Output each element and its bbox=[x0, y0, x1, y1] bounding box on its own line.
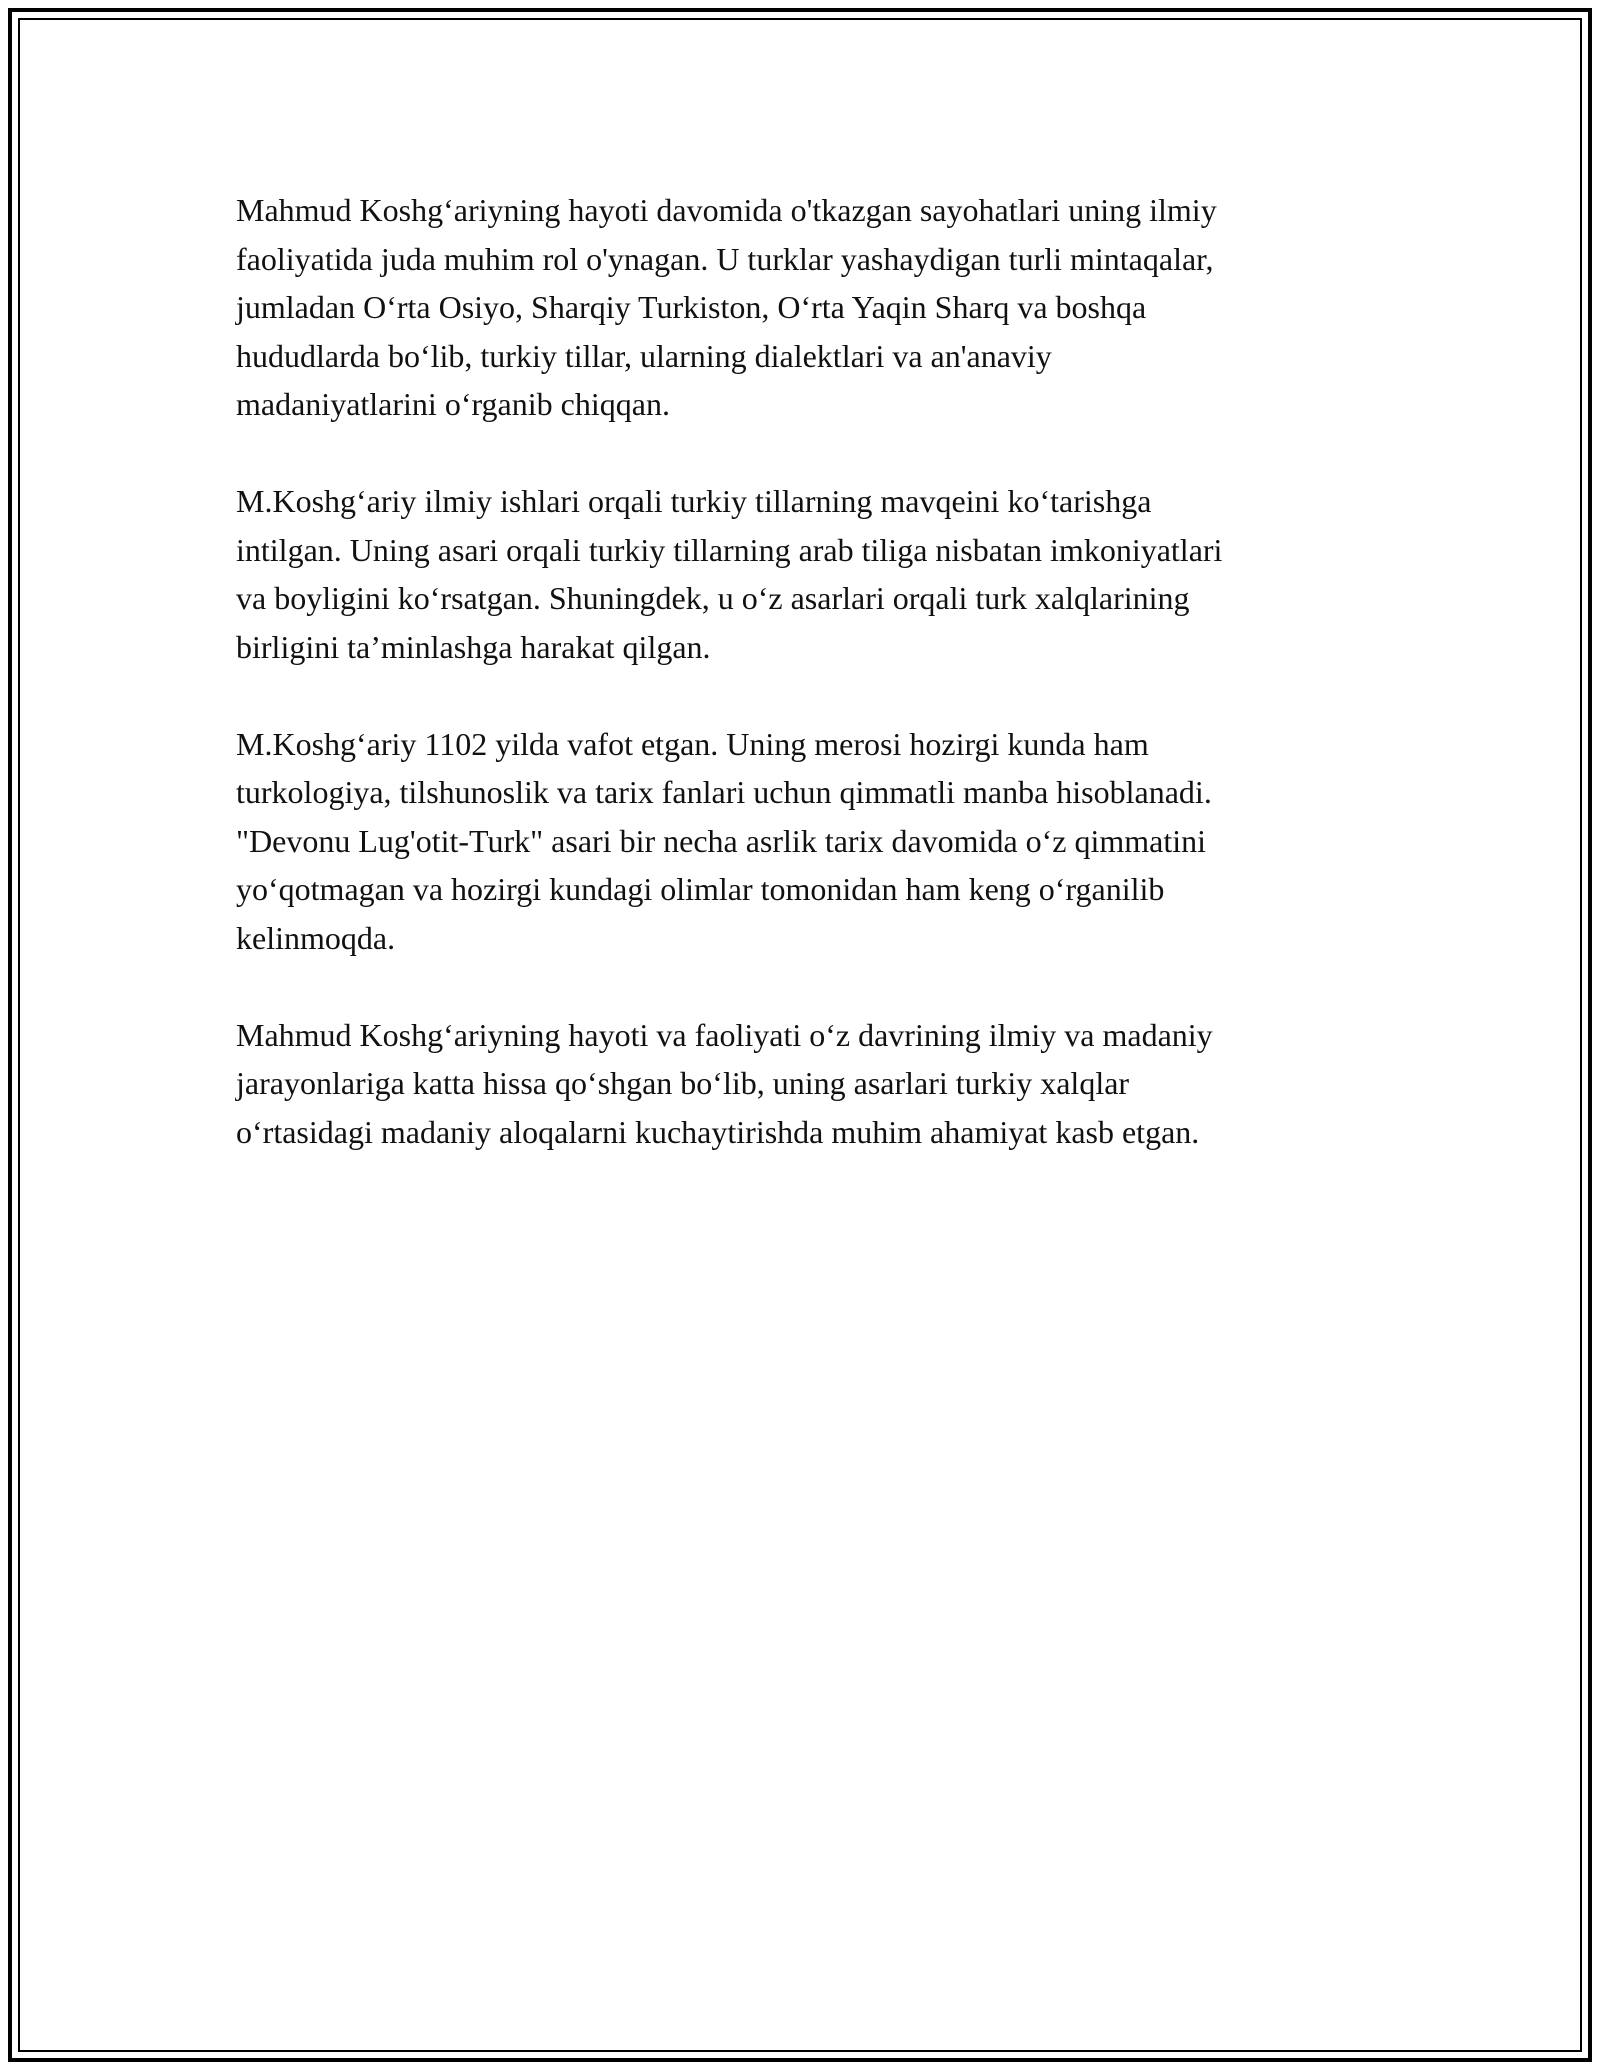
paragraph-line: yo‘qotmagan va hozirgi kundagi olimlar tomonidan ham keng o‘rganilib bbox=[236, 871, 1165, 907]
paragraph-line: birligini ta’minlashga harakat qilgan. bbox=[236, 628, 711, 665]
paragraph-line: M.Koshg‘ariy 1102 yilda vafot etgan. Uning merosi hozirgi kunda ham bbox=[236, 725, 1149, 762]
paragraph-line: intilgan. Uning asari orqali turkiy tillarning arab tiliga nisbatan imkoniyatlari bbox=[236, 531, 1223, 568]
paragraph-travels bbox=[236, 186, 1396, 429]
paragraph-line: va boyligini ko‘rsatgan. Shuningdek, u o‘z asarlari orqali turk xalqlarining bbox=[236, 580, 1190, 616]
paragraph-line: faoliyatida juda muhim rol o'ynagan. U turklar yashaydigan turli mintaqalar, bbox=[236, 240, 1214, 277]
paragraph-line: jumladan O‘rta Osiyo, Sharqiy Turkiston, O‘rta Yaqin Sharq va boshqa bbox=[236, 289, 1147, 325]
paragraph-line: o‘rtasidagi madaniy aloqalarni kuchaytirishda muhim ahamiyat kasb etgan. bbox=[236, 1113, 1200, 1150]
paragraph-line: M.Koshg‘ariy ilmiy ishlari orqali turkiy tillarning mavqeini ko‘tarishga bbox=[236, 483, 1152, 519]
paragraph-line: kelinmoqda. bbox=[236, 919, 396, 956]
paragraph-line: "Devonu Lug'otit-Turk" asari bir necha asrlik tarix davomida o‘z qimmatini bbox=[236, 822, 1207, 859]
paragraph-line: jarayonlariga katta hissa qo‘shgan bo‘lib, uning asarlari turkiy xalqlar bbox=[236, 1065, 1130, 1101]
paragraph-line: hududlarda bo‘lib, turkiy tillar, ularning dialektlari va an'anaviy bbox=[236, 337, 1052, 374]
paragraph-legacy bbox=[236, 720, 1396, 963]
paragraph-line: Mahmud Koshg‘ariyning hayoti va faoliyati o‘z davrining ilmiy va madaniy bbox=[236, 1016, 1213, 1053]
paragraph-line: madaniyatlarini o‘rganib chiqqan. bbox=[236, 386, 670, 422]
document-body bbox=[236, 186, 1396, 1205]
paragraph-scholarly-work bbox=[236, 477, 1396, 671]
paragraph-line: turkologiya, tilshunoslik va tarix fanlari uchun qimmatli manba hisoblanadi. bbox=[236, 774, 1212, 810]
paragraph-conclusion bbox=[236, 1011, 1396, 1157]
paragraph-line: Mahmud Koshg‘ariyning hayoti davomida o'tkazgan sayohatlari uning ilmiy bbox=[236, 192, 1217, 228]
